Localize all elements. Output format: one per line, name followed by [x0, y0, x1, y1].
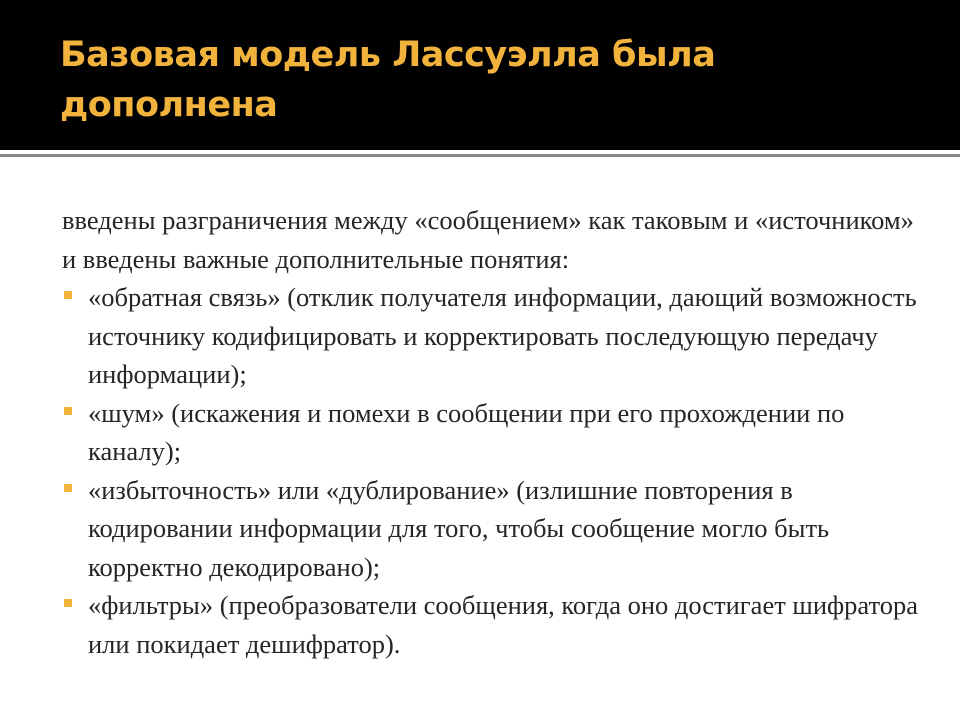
square-bullet-icon — [64, 484, 72, 492]
list-item — [62, 586, 932, 663]
bullet-text: «обратная связь» (отклик получателя информации, дающий возможность источнику кодифицировать и корректировать последующую передачу информации); — [88, 282, 917, 389]
slide-body — [62, 201, 932, 663]
square-bullet-icon — [64, 407, 72, 415]
bullet-text: «шум» (искажения и помехи в сообщении при его прохождении по каналу); — [88, 397, 845, 466]
square-bullet-icon — [64, 291, 72, 299]
title-bar — [0, 0, 960, 150]
bullet-list — [62, 278, 932, 663]
intro-text: введены разграничения между «сообщением» как таковым и «источником» и введены важные дополнительные понятия: — [62, 205, 914, 274]
bullet-text: «избыточность» или «дублирование» (излишние повторения в кодировании информации для того, чтобы сообщение могло быть корректно декодировано); — [88, 474, 830, 582]
slide-title: Базовая модель Лассуэлла была дополнена — [60, 35, 716, 125]
list-item — [62, 278, 932, 394]
bullet-text: «фильтры» (преобразователи сообщения, когда оно достигает шифратора или покидает дешифратор). — [88, 590, 918, 659]
square-bullet-icon — [64, 599, 72, 607]
content-area — [0, 157, 960, 720]
list-item — [62, 394, 932, 471]
list-item — [62, 471, 932, 587]
